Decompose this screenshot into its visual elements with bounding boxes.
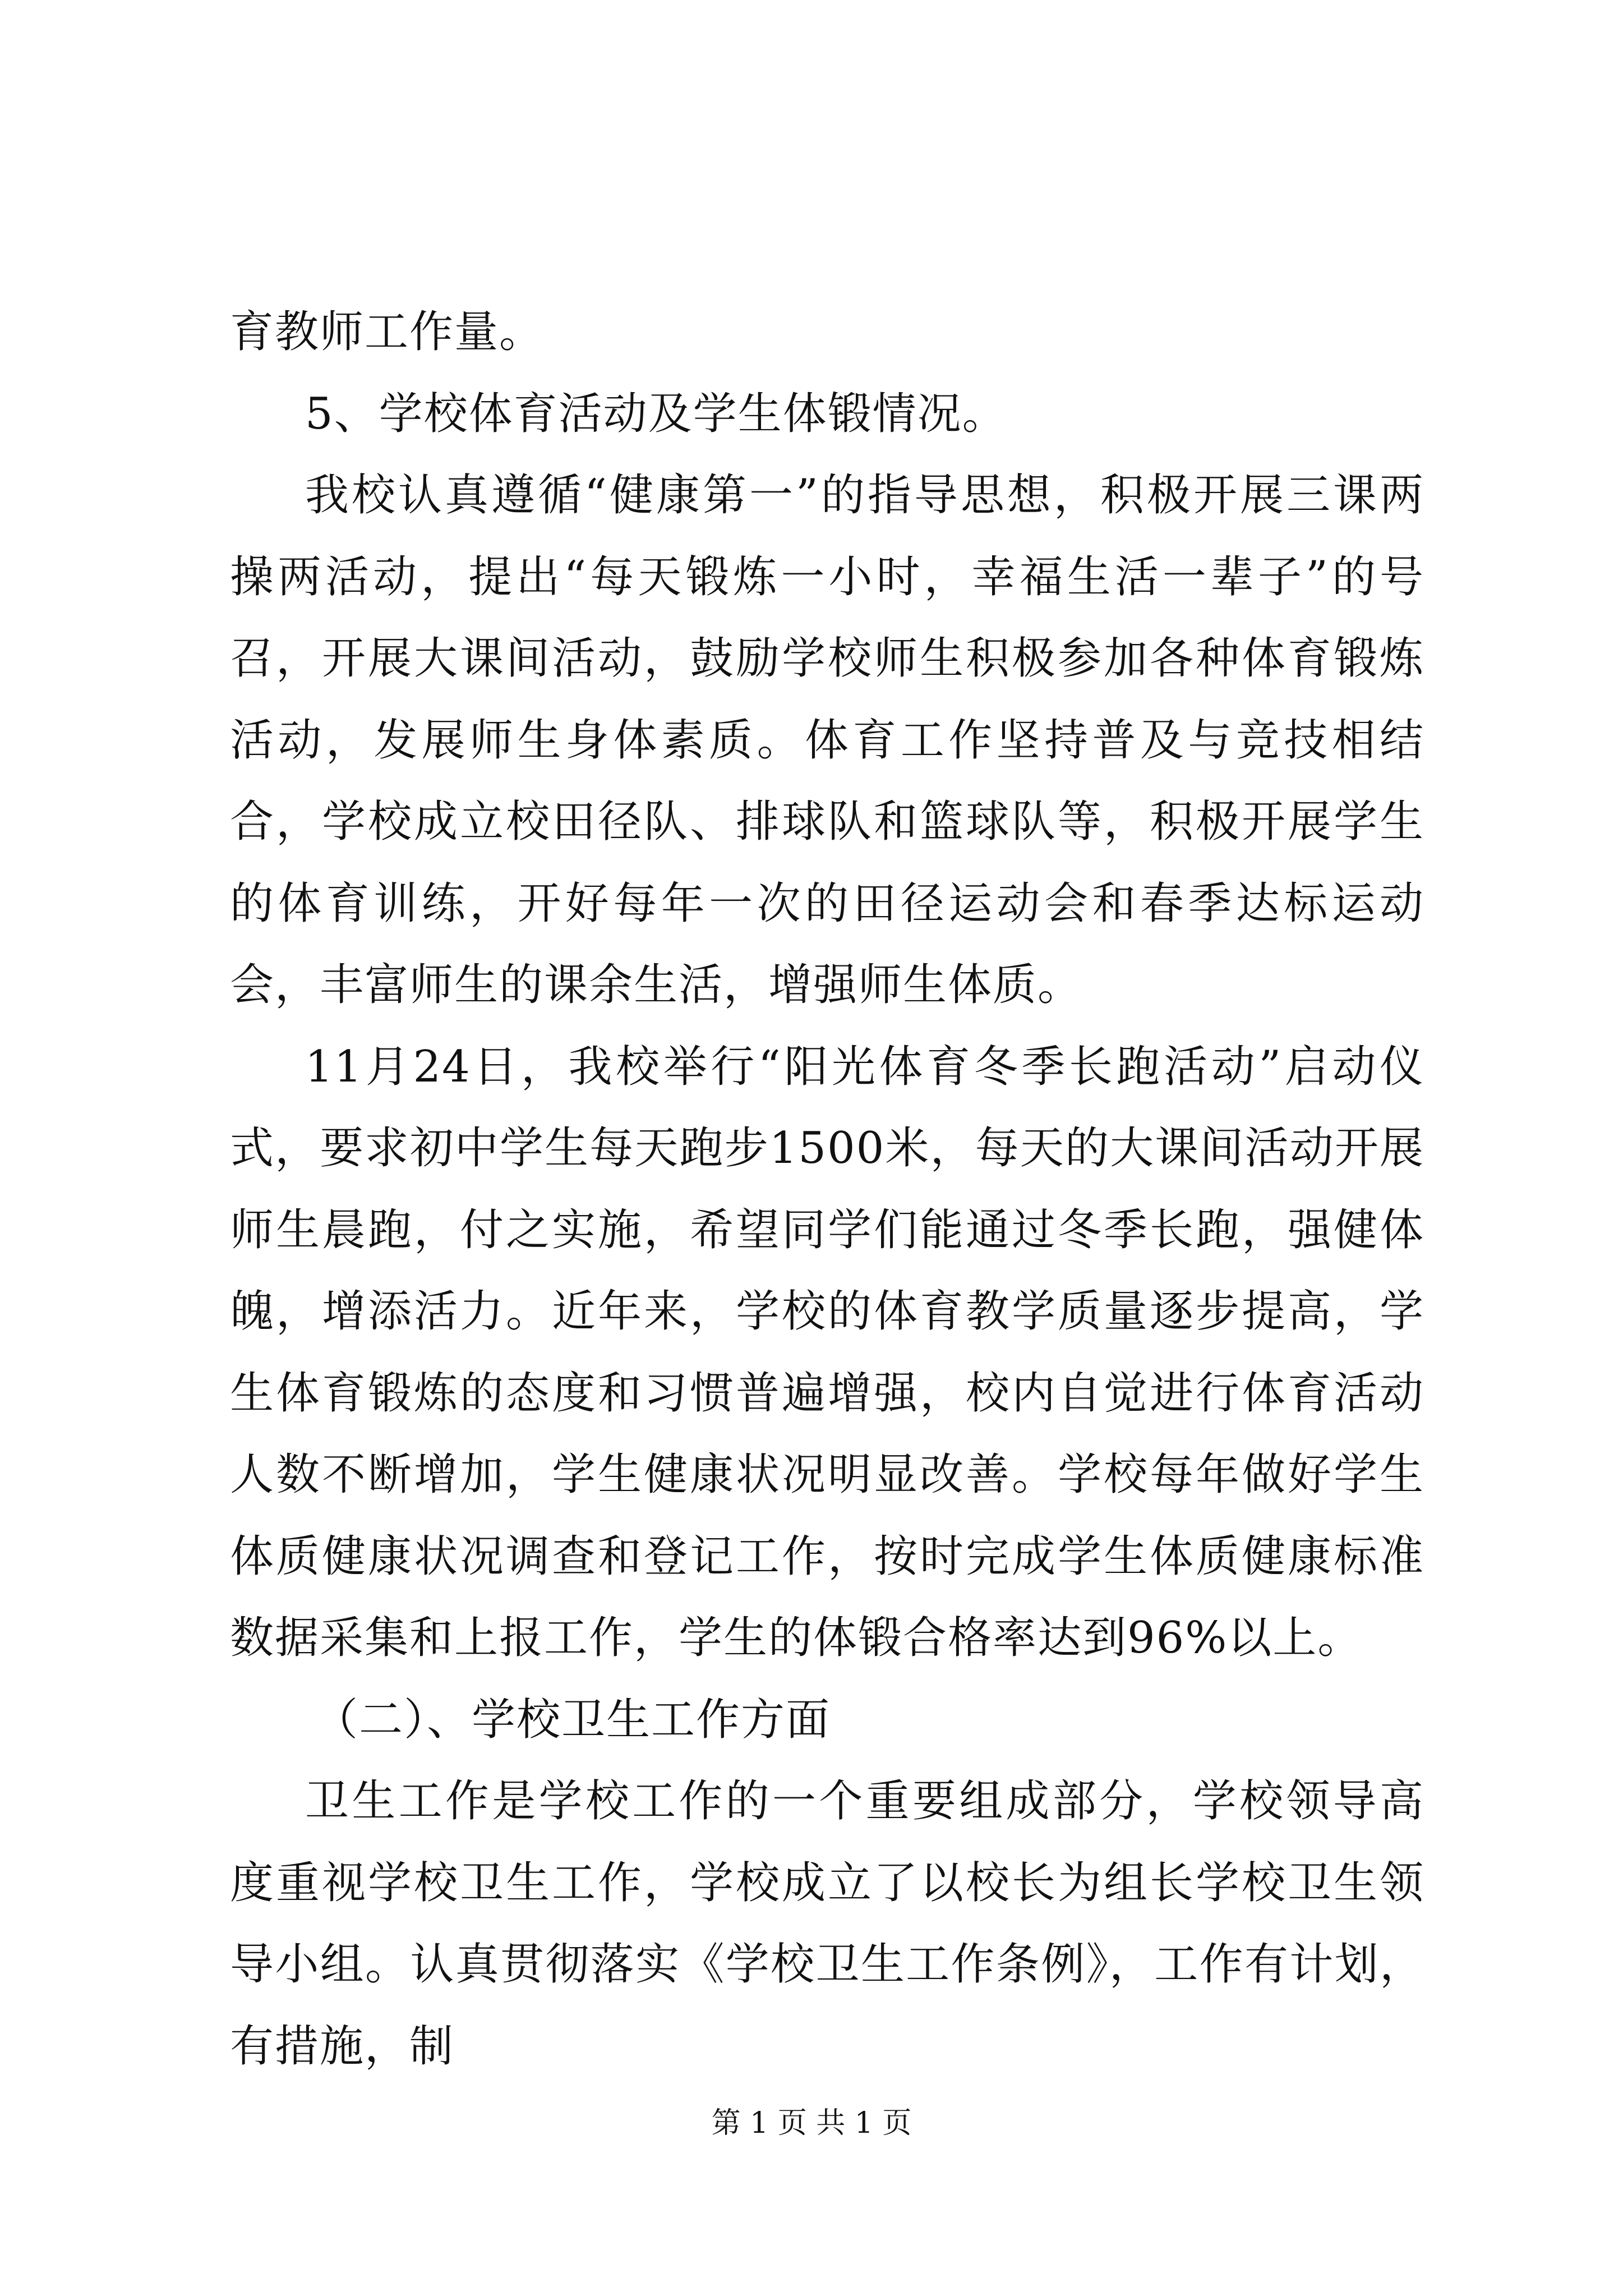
paragraph-continuation: 育教师工作量。 [230, 307, 545, 357]
section-heading-hygiene: （二）、学校卫生工作方面 [314, 1694, 831, 1745]
document-body [230, 292, 1424, 2087]
paragraph-hygiene-work: 卫生工作是学校工作的一个重要组成部分，学校领导高度重视学校卫生工作，学校成立了以校长为组长学校卫生领导小组。认真贯彻落实《学校卫生工作条例》，工作有计划，有措施，制 [230, 1776, 1424, 2072]
paragraph-winter-running: 11月24日，我校举行“阳光体育冬季长跑活动”启动仪式，要求初中学生每天跑步1500米，每天的大课间活动开展师生晨跑，付之实施，希望同学们能通过冬季长跑，强健体魄，增添活力。近年来，学校的体育教学质量逐步提高，学生体育锻炼的态度和习惯普遍增强，校内自觉进行体育活动人数不断增加，学生健康状况明显改善。学校每年做好学生体质健康状况调查和登记工作，按时完成学生体质健康标准数据采集和上报工作，学生的体锻合格率达到96%以上。 [230, 1041, 1424, 1663]
paragraph-sports-work: 我校认真遵循“健康第一”的指导思想，积极开展三课两操两活动，提出“每天锻炼一小时，幸福生活一辈子”的号召，开展大课间活动，鼓励学校师生积极参加各种体育锻炼活动，发展师生身体素质。体育工作坚持普及与竞技相结合，学校成立校田径队、排球队和篮球队等，积极开展学生的体育训练，开好每年一次的田径运动会和春季达标运动会，丰富师生的课余生活，增强师生体质。 [230, 470, 1424, 1010]
section-heading-sports-activities: 5、学校体育活动及学生体锻情况。 [305, 388, 1007, 439]
page-number-footer: 第 1 页 共 1 页 [711, 2106, 912, 2140]
